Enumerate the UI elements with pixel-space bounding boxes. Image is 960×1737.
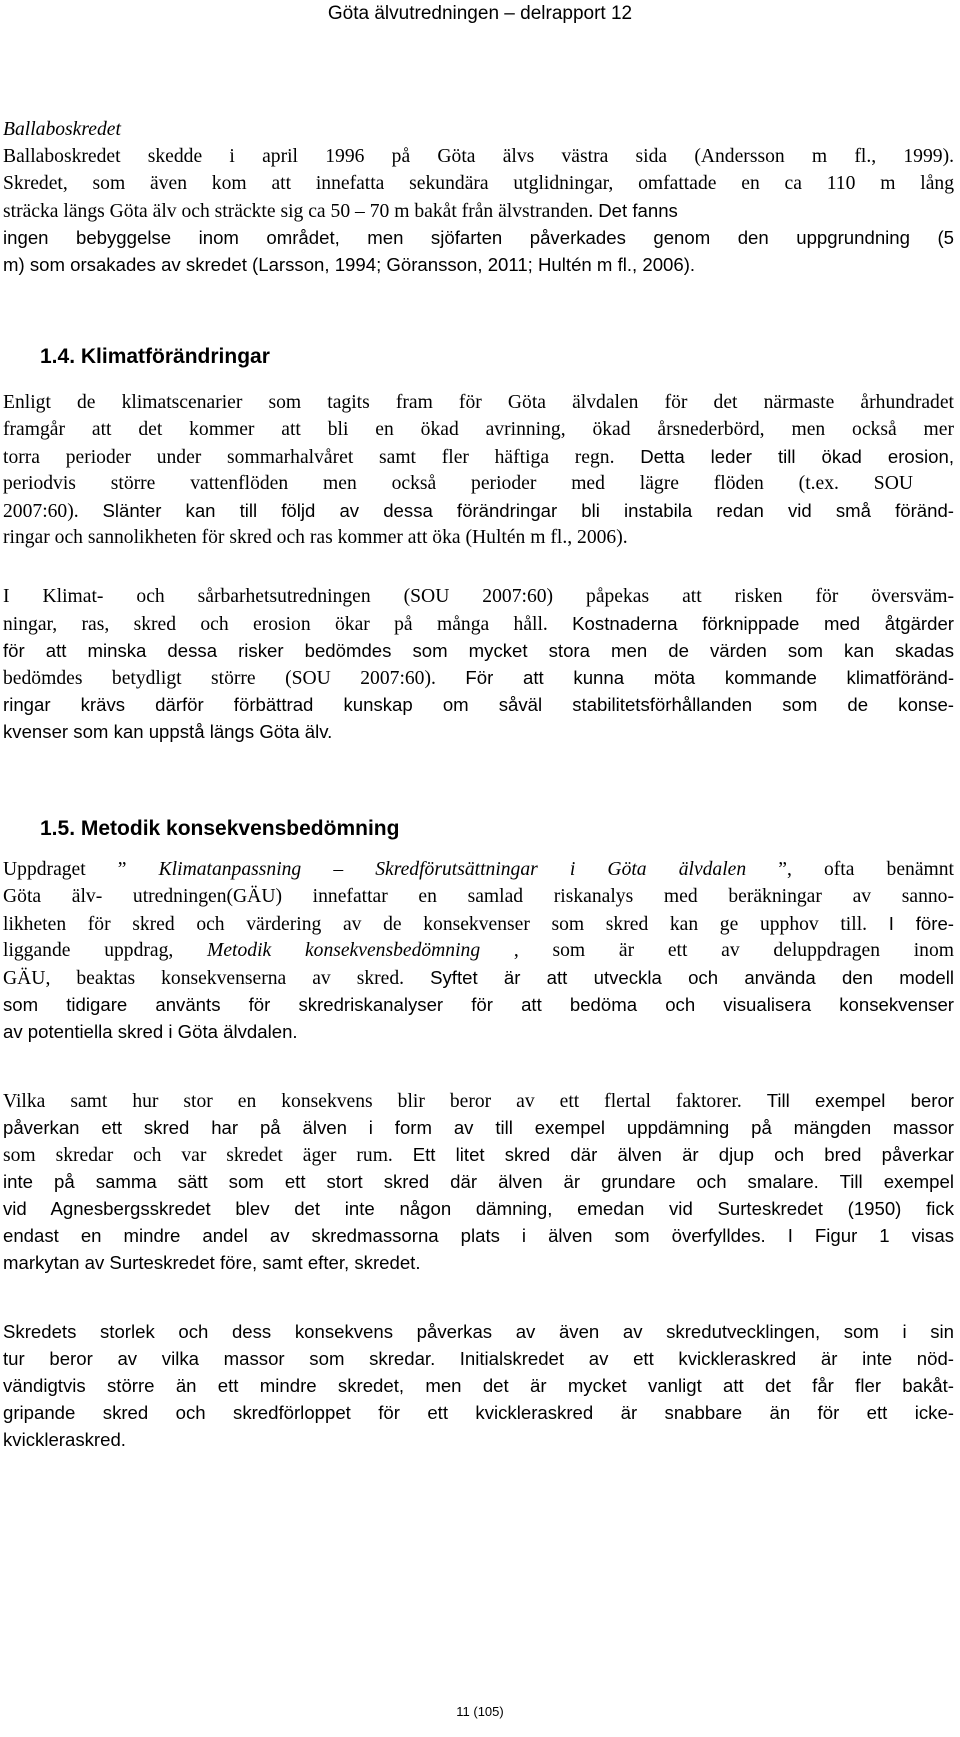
text-line: endast en mindre andel av skredmassorna plats i älven som överfylldes. I Figur 1 visas <box>3 1225 954 1246</box>
text-fragment: Kostnaderna förknippade med åtgärder <box>572 613 954 634</box>
text-fragment: Vilka samt hur stor en konsekvens blir beror av ett flertal faktorer. <box>3 1091 742 1112</box>
section-number: 1.5. <box>40 817 76 840</box>
text-line: ingen bebyggelse inom området, men sjöfarten påverkades genom den uppgrundning (5 <box>3 227 954 248</box>
text-fragment: För att kunna möta kommande klimatföränd- <box>465 667 954 688</box>
text-line: ringar och sannolikheten för skred och ras kommer att öka (Hultén m fl., 2006). <box>3 527 628 548</box>
section-heading-1-4 <box>40 343 270 371</box>
text-fragment: Uppdraget ” <box>3 859 127 880</box>
text-fragment: Till exempel <box>839 1171 954 1192</box>
text-line <box>3 443 954 470</box>
text-line: för att minska dessa risker bedömdes som mycket stora men de värden som kan skadas <box>3 640 954 661</box>
text-fragment: inte på samma sätt som ett stort skred där älven är grundare och smalare. <box>3 1171 819 1192</box>
page-number: 11 (105) <box>456 1704 504 1719</box>
report-title-italic: Klimatanpassning – Skredförutsättningar i Göta älvdalen <box>158 859 747 880</box>
text-line <box>3 1087 954 1114</box>
text-fragment: Detta leder till ökad erosion, <box>640 446 954 467</box>
running-header: Göta älvutredningen – delrapport 12 <box>327 3 633 24</box>
text-fragment: 2007:60). <box>3 501 79 522</box>
text-line: gripande skred och skredförloppet för ett kvickleraskred är snabbare än för ett icke- <box>3 1402 954 1423</box>
text-fragment: bedömdes betydligt större (SOU 2007:60). <box>3 668 436 689</box>
text-line: som tidigare använts för skredriskanalyser för att bedöma och visualisera konsekvenser <box>3 994 954 1015</box>
text-line: Skredets storlek och dess konsekvens påverkas av även av skredutvecklingen, som i sin <box>3 1321 954 1342</box>
ballabo-title: Ballaboskredet <box>3 119 121 140</box>
text-fragment: Det fanns <box>598 200 678 221</box>
text-fragment: Initialskredet av ett kvickleraskred är inte nöd- <box>459 1348 954 1369</box>
method-paragraph-2 <box>3 1087 954 1276</box>
text-line <box>3 497 954 524</box>
text-line: ringar krävs därför förbättrad kunskap om såväl stabilitetsförhållanden som de konse- <box>3 694 954 715</box>
text-fragment: torra perioder under sommarhalvåret samt fler häftiga regn. <box>3 447 615 468</box>
text-line <box>3 964 954 991</box>
section-title: Klimatförändringar <box>80 345 270 368</box>
method-paragraph-3 <box>3 1318 954 1453</box>
text-fragment: I före- <box>888 913 954 934</box>
ballabo-section <box>3 116 954 278</box>
method-paragraph-1 <box>3 856 954 1045</box>
text-line <box>3 1141 954 1168</box>
text-line: Ballaboskredet skedde i april 1996 på Göta älvs västra sida (Andersson m fl., 1999). <box>3 146 954 167</box>
text-line: m) som orsakades av skredet (Larsson, 1994; Göransson, 2011; Hultén m fl., 2006). <box>3 254 696 275</box>
text-line <box>3 610 954 637</box>
text-line: påverkan ett skred har på älven i form av till exempel uppdämning på mängden massor <box>3 1117 954 1138</box>
text-fragment: GÄU, beaktas konsekvenserna av skred. <box>3 968 405 989</box>
text-fragment: som skredar och var skredet äger rum. <box>3 1145 393 1166</box>
text-line <box>3 1345 954 1372</box>
text-fragment: , som är ett av deluppdragen inom <box>513 940 954 961</box>
text-line: av potentiella skred i Göta älvdalen. <box>3 1021 298 1042</box>
text-fragment: likheten för skred och värdering av de konsekvenser som skred kan ge upphov till. <box>3 914 868 935</box>
text-line <box>3 1168 954 1195</box>
text-line: framgår att det kommer att bli en ökad avrinning, ökad årsnederbörd, men också mer <box>3 419 954 440</box>
text-fragment: liggande uppdrag, <box>3 940 174 961</box>
text-fragment: sträcka längs Göta älv och sträckte sig ca 50 – 70 m bakåt från älvstranden. <box>3 201 594 222</box>
text-fragment: Syftet är att utveckla och använda den modell <box>430 967 954 988</box>
text-line <box>3 910 954 937</box>
text-line <box>3 856 954 883</box>
assignment-title-italic: Metodik konsekvensbedömning <box>207 940 481 961</box>
text-line <box>3 937 954 964</box>
text-fragment: Slänter kan till följd av dessa förändringar bli instabila redan vid små föränd- <box>102 500 954 521</box>
text-fragment: tur beror av vilka massor som skredar. <box>3 1348 436 1369</box>
text-line: Enligt de klimatscenarier som tagits fram för Göta älvdalen för det närmaste århundradet <box>3 392 954 413</box>
text-fragment: Till exempel beror <box>766 1090 954 1111</box>
text-line: I Klimat- och sårbarhetsutredningen (SOU 2007:60) påpekas att risken för översväm- <box>3 586 954 607</box>
text-line: Skredet, som även kom att innefatta sekundära utglidningar, omfattade en ca 110 m lång <box>3 173 954 194</box>
text-line: vid Agnesbergsskredet blev det inte någon dämning, emedan vid Surteskredet (1950) fick <box>3 1198 954 1219</box>
text-line: markytan av Surteskredet före, samt efter, skredet. <box>3 1252 421 1273</box>
text-fragment: ”, ofta benämnt <box>778 859 954 880</box>
text-line: Göta älv- utredningen(GÄU) innefattar en samlad riskanalys med beräkningar av sanno- <box>3 886 954 907</box>
section-heading-1-5 <box>40 815 399 843</box>
text-fragment: ningar, ras, skred och erosion ökar på många håll. <box>3 614 548 635</box>
climate-paragraph-1 <box>3 389 954 551</box>
text-line: kvickleraskred. <box>3 1429 126 1450</box>
text-line: kvenser som kan uppstå längs Göta älv. <box>3 721 333 742</box>
text-fragment: Ett litet skred där älven är djup och bred påverkar <box>412 1144 954 1165</box>
text-line <box>3 664 954 691</box>
section-title: Metodik konsekvensbedömning <box>80 817 400 840</box>
text-line <box>3 197 954 224</box>
text-line: periodvis större vattenflöden men också perioder med lägre flöden (t.ex. SOU <box>3 473 913 494</box>
climate-paragraph-2 <box>3 583 954 745</box>
section-number: 1.4. <box>40 345 76 368</box>
text-line: vändigtvis större än ett mindre skredet, men det är mycket vanligt att det får fler bakåt- <box>3 1375 954 1396</box>
